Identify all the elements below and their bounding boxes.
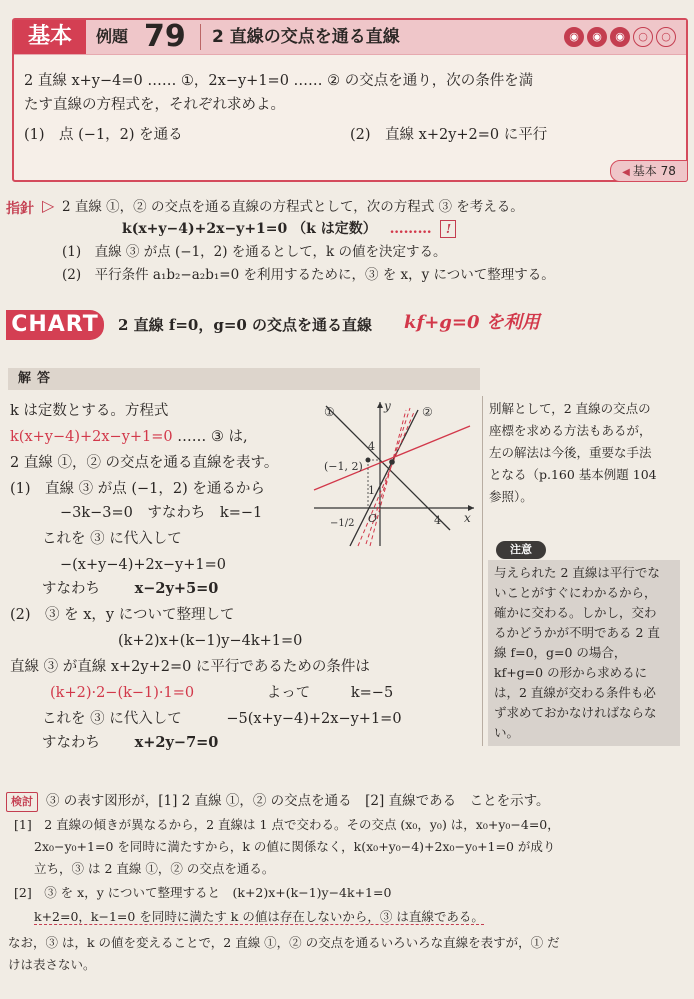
hint-equation-text: k(x+y−4)+2x−y+1=0 （k は定数） (122, 221, 377, 237)
caution-line-5: 線 f=0，g=0 の場合， (494, 645, 627, 660)
answer-result-1: x−2y+5=0 (134, 580, 219, 597)
caution-box (488, 560, 680, 746)
therefore-label: よって (266, 685, 311, 701)
answer-line-13-label: これを ③ に代入して (42, 711, 182, 727)
tick-y-4: 4 (368, 440, 375, 453)
level-tag: 基本 (14, 20, 86, 54)
caution-badge: 注意 (496, 541, 546, 559)
reference-tag: ◀ 基本 78 (610, 160, 688, 182)
caution-line-9: い。 (494, 725, 520, 740)
hint-line-1: 2 直線 ①，② の交点を通る直線の方程式として，次の方程式 ③ を考える。 (62, 199, 524, 215)
problem-item-2: (2) 直線 x+2y+2=0 に平行 (350, 127, 548, 143)
tick-y-1: 1 (368, 484, 375, 497)
difficulty-dot-icon: ◉ (610, 27, 630, 47)
answer-line-8 (42, 578, 218, 600)
answer-line-13 (42, 708, 402, 730)
side-line-4: となる（p.160 基本例題 104 (489, 467, 657, 482)
side-line-5: 参照）。 (489, 489, 533, 504)
difficulty-dot-icon: ◉ (587, 27, 607, 47)
point-label: (−1, 2) (324, 460, 363, 473)
x-axis-label: x (464, 511, 471, 525)
answer-line-10: (k+2)x+(k−1)y−4k+1=0 (118, 633, 303, 649)
caution-line-1: 与えられた 2 直線は平行でな (494, 565, 660, 580)
supplement-line-5: [2] ③ を x，y について整理すると (k+2)x+(k−1)y−4k+1=0 (14, 885, 392, 900)
answer-equation-3: k(x+y−4)+2x−y+1=0 (10, 429, 173, 445)
supplement-label: 検討 (6, 792, 38, 812)
header-divider (200, 24, 201, 50)
chart-text: 2 直線 f=0，g=0 の交点を通る直線 (118, 316, 373, 334)
hint-label: 指針 (6, 201, 34, 217)
hint-dots: ……… (389, 221, 432, 237)
problem-item-1: (1) 点 (−1，2) を通る (24, 127, 183, 143)
supplement-line-4: 立ち，③ は 2 直線 ①，② の交点を通る。 (34, 861, 275, 876)
important-mark: ! (440, 220, 456, 238)
difficulty-rating (564, 27, 676, 47)
example-title: 2 直線の交点を通る直線 (212, 27, 400, 47)
line-2 (350, 410, 418, 546)
answer-result-2: x+2y−7=0 (134, 734, 219, 751)
side-line-3: 左の解法は今後，重要な手法 (489, 445, 652, 460)
result-line-1 (314, 426, 470, 490)
dashed-line-c (358, 412, 414, 546)
answer-line-12 (50, 682, 393, 704)
difficulty-dot-icon: ○ (656, 27, 676, 47)
answer-equation-3-tail: …… ③ は, (172, 429, 248, 445)
chart-band (6, 308, 688, 344)
supplement-line-7: なお，③ は，k の値を変えることで，2 直線 ①，② の交点を通るいろいろな直線を表すが，① だ (8, 935, 560, 950)
problem-line-1: 2 直線 x+y−4=0 …… ①，2x−y+1=0 …… ② の交点を通り，次の条件を満 (24, 73, 534, 89)
answer-line-7: −(x+y−4)+2x−y+1=0 (60, 557, 226, 573)
answer-label: 解答 (18, 371, 57, 386)
line-graph (310, 398, 478, 548)
label-line-1: ① (324, 405, 335, 419)
chart-badge: CHART (6, 310, 104, 340)
k-value: k=−5 (350, 685, 394, 701)
difficulty-dot-icon: ○ (633, 27, 653, 47)
point-marker (366, 458, 371, 463)
parallel-condition: (k+2)·2−(k−1)·1=0 (50, 685, 195, 701)
intersection-point (389, 459, 395, 465)
answer-line-11: 直線 ③ が直線 x+2y+2=0 に平行であるための条件は (10, 659, 370, 675)
supplement-line-2: [1] 2 直線の傾きが異なるから，2 直線は 1 点で交わる。その交点 (x₀，y₀) は，x₀+y₀−4=0， (14, 817, 560, 832)
y-axis-label: y (384, 399, 391, 413)
caution-line-6: kf+g=0 の形から求めるに (494, 665, 648, 680)
answer-line-3: 2 直線 ①，② の交点を通る直線を表す。 (10, 455, 279, 471)
example-label: 例題 (96, 27, 129, 46)
caution-line-8: ず求めておかなければならな (494, 705, 657, 720)
hint-arrow-icon: ▷ (42, 196, 55, 215)
caution-line-4: るかどうかが不明である 2 直 (494, 625, 660, 640)
answer-line-2 (10, 426, 248, 448)
caution-line-7: は，2 直線が交わる条件も必 (494, 685, 656, 700)
problem-line-2: たす直線の方程式を，それぞれ求めよ。 (24, 97, 285, 113)
tick-x-4: 4 (434, 514, 441, 527)
origin-label: O (368, 512, 378, 525)
hint-line-3: (2) 平行条件 a₁b₂−a₂b₁=0 を利用するために，③ を x，y について整理する。 (62, 267, 555, 283)
caution-line-2: いことがすぐにわかるから， (494, 585, 657, 600)
difficulty-dot-icon: ◉ (564, 27, 584, 47)
caution-line-3: 確かに交わる。しかし，交わ (494, 605, 657, 620)
hint-equation (122, 218, 456, 240)
supplement-line-3: 2x₀−y₀+1=0 を同時に満たすから，k の値に関係なく，k(x₀+y₀−4)+2x₀−y₀+1=0 が成り (34, 839, 556, 854)
example-header (14, 20, 686, 55)
supplement-line-8: けは表さない。 (8, 957, 96, 972)
side-line-2: 座標を求める方法もあるが， (489, 423, 652, 438)
answer-line-14 (42, 732, 218, 754)
hint-line-2: (1) 直線 ③ が点 (−1，2) を通るとして，k の値を決定する。 (62, 244, 447, 260)
example-box (12, 18, 688, 182)
supplement-line-6 (34, 906, 484, 928)
tick-x-neg-half: −1/2 (330, 518, 355, 529)
answer-line-6: これを ③ に代入して (42, 531, 182, 547)
answer-line-13-eq: −5(x+y−4)+2x−y+1=0 (226, 711, 402, 727)
answer-line-14-label: すなわち (42, 735, 100, 751)
answer-line-9: (2) ③ を x，y について整理して (10, 607, 235, 623)
answer-line-1: k は定数とする。方程式 (10, 403, 169, 419)
supplement-line-1: ③ の表す図形が，[1] 2 直線 ①，② の交点を通る [2] 直線である ことを示す。 (46, 793, 550, 809)
side-line-1: 別解として，2 直線の交点の (489, 401, 651, 416)
dashed-line-b (370, 410, 406, 546)
label-line-2: ② (422, 405, 433, 419)
chart-formula: kf+g=0 を利用 (404, 312, 540, 333)
answer-header-bar (8, 368, 480, 390)
supplement-line-6-text: k+2=0，k−1=0 を同時に満たす k の値は存在しないから，③ は直線である。 (34, 909, 484, 924)
answer-line-5: −3k−3=0 すなわち k=−1 (60, 505, 263, 521)
answer-line-8-label: すなわち (42, 581, 100, 597)
y-axis-arrow-icon (377, 402, 383, 408)
answer-line-4: (1) 直線 ③ が点 (−1，2) を通るから (10, 481, 265, 497)
example-number: 79 (144, 19, 186, 54)
